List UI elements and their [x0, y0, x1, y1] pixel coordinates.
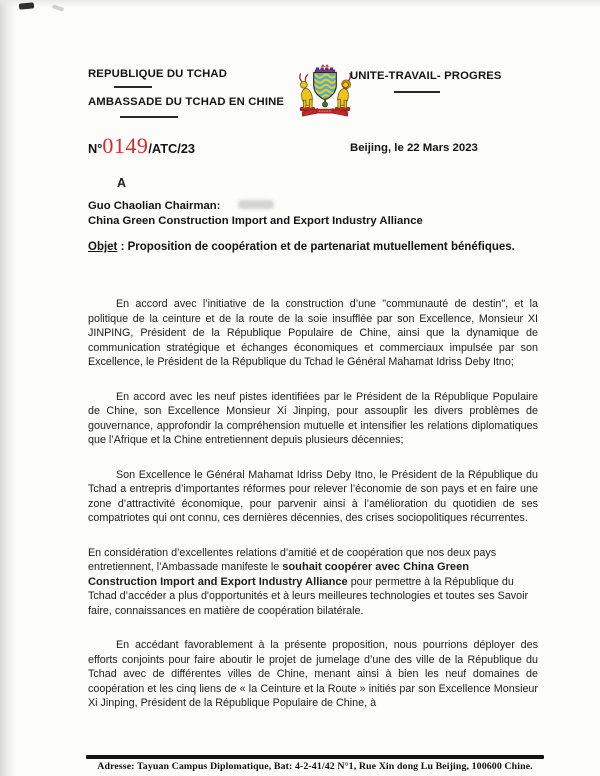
recipient-block — [88, 199, 423, 228]
recipient-organization: China Green Construction Import and Export Industry Alliance — [88, 214, 423, 227]
lion-supporter — [335, 73, 350, 111]
divider — [120, 116, 178, 118]
national-motto: UNITE-TRAVAIL- PROGRES — [350, 70, 502, 82]
chad-coat-of-arms-icon — [291, 59, 359, 123]
reference-number — [88, 135, 195, 157]
recipient-salutation: A — [117, 176, 127, 190]
recipient-name: Guo Chaolian Chairman: — [88, 200, 221, 212]
divider — [394, 91, 440, 93]
letterhead-left — [88, 67, 284, 118]
goat-supporter — [300, 73, 315, 110]
paragraph-5: En accédant favorablement à la présente proposition, nous pourrions déployer des efforts conjoints pour faire aboutir le projet de jumelage d’une des ville de la République du Tchad avec de différentes villes de Chine, menant ainsi à bien les neuf domaines de coopération et les cinq liens de « la Ceinture et la Route » initiés par son Excellence Monsieur Xi Jinping, Président de la République Populaire de Chine, à — [88, 639, 538, 709]
paragraph-3: Son Excellence le Général Mahamat Idriss Deby Itno, le Président de la République du Tchad a entrepris d’importantes réformes pour relever l’économie de son pays et en faire une zone d’attractivité économique, pour parvenir ainsi à l’amélioration du quotidien de ses compatriotes qui ont connu, ces dernières décennies, des crises sociopolitiques récurrentes. — [88, 468, 538, 524]
subject-line — [88, 240, 528, 255]
shield — [311, 70, 342, 101]
subject-text: Proposition de coopération et de partenariat mutuellement bénéfiques. — [127, 241, 515, 253]
date-line: Beijing, le 22 Mars 2023 — [350, 142, 478, 154]
subject-separator: : — [117, 241, 128, 253]
ref-prefix: N° — [88, 141, 103, 156]
crown — [315, 64, 335, 73]
subject-label: Objet — [88, 241, 118, 253]
footer — [86, 755, 544, 772]
paragraph-4 — [88, 546, 538, 619]
ref-suffix: /ATC/23 — [148, 141, 196, 156]
paragraph-2: En accord avec les neuf pistes identifiées par le Président de la République Populaire de Chine, son Excellence Monsieur Xi Jinping, pour assouplir les divers problèmes de gouvernance, approfondir la compréhension mutuelle et intensifier les relations diplomatiques que l’Afrique et la Chine entretiennent depuis plusieurs décennies; — [88, 390, 538, 446]
footer-rule — [86, 755, 544, 759]
paragraph-4-bold: souhait coopérer avec China Green Construction Import and Export Industry Alliance — [88, 561, 470, 588]
ref-number: 0149 — [102, 133, 149, 158]
footer-address: Adresse: Tayuan Campus Diplomatique, Bat: 4-2-41/42 N°1, Rue Xin dong Lu Beijing, 100600 Chine. — [97, 761, 533, 772]
embassy-name: AMBASSADE DU TCHAD EN CHINE — [88, 96, 285, 108]
letterhead-right — [350, 70, 502, 93]
paragraph-4-text-after: pour permettre à la République du Tchad d’accéder a plus d'opportunités et à leurs meilleures technologies et toutes ses Savoir faire, connaissances en matière de coopération bilatérale. — [88, 575, 529, 617]
country-name: REPUBLIQUE DU TCHAD — [88, 68, 228, 80]
scan-artifact — [19, 2, 34, 9]
paragraph-4-text-before: En considération d’excellentes relations d’amitié et de coopération que nos deux pays entretiennent, l’Ambassade manifeste le — [88, 546, 497, 573]
letter-body — [88, 297, 538, 731]
scan-edge-shadow — [0, 0, 16, 776]
paragraph-1: En accord avec l’initiative de la construction d’une "communauté de destin", et la politique de la ceinture et de la route de la soie insufflée par son Excellence, Monsieur XI JINPING, Président de la République Populaire de Chine, ainsi que la dynamique de communication stratégique et échanges économiques et commerciaux impulsée par son Excellence, le Président de la République du Tchad le Général Mahamat Idriss Deby Itno; — [88, 298, 538, 368]
scan-edge-shadow — [0, 0, 600, 7]
divider — [114, 86, 152, 88]
